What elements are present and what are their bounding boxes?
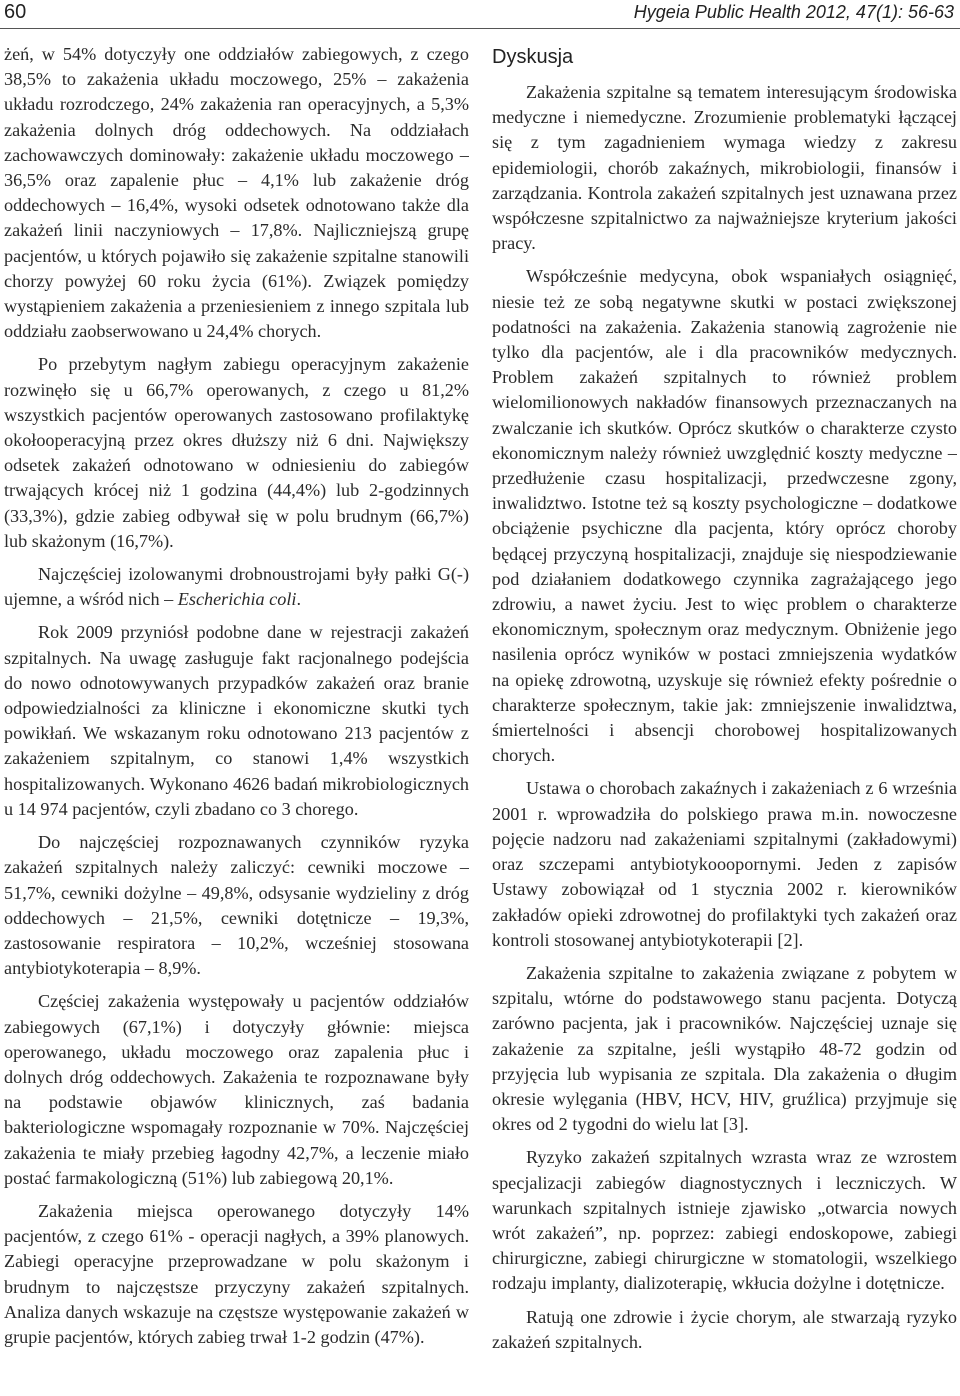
paragraph: Ratują one zdrowie i życie chorym, ale stwarzają ryzyko zakażeń szpitalnych. <box>492 1306 957 1352</box>
paragraph-end: . <box>296 589 301 610</box>
right-column <box>492 44 957 1394</box>
page-number: 60 <box>4 1 27 23</box>
paragraph: Ustawa o chorobach zakaźnych i zakażeniach z 6 września 2001 r. wprowadziła do polskiego prawa m.in. nowoczesne pojęcie nadzoru nad zakażeniami szpitalnymi (zakładowymi) oraz szczepami antybiotykooopornymi. Jeden z zapisów Ustawy zobowiązał od 1 stycznia 2002 r. kierowników zakładów opieki zdrowotnej do profilaktyki tych zakażeń oraz kontroli stosowanej antybiotykoterapii [2]. <box>492 778 957 950</box>
paragraph: Zakażenia szpitalne są tematem interesującym środowiska medyczne i niemedyczne. Zrozumienie problematyki łączącej się z tym zagadnieniem wymaga wiedzy z zakresu epidemiologii, chorób zakaźnych, mikrobiologii, finansów i zarządzania. Kontrola zakażeń szpitalnych jest uznawana przez współczesne szpitalnictwo za najważniejsze kryterium jakości pracy. <box>492 82 957 254</box>
species-name: Escherichia coli <box>177 589 297 610</box>
paragraph: żeń, w 54% dotyczyły one oddziałów zabiegowych, z czego 38,5% to zakażenia układu moczowego, 25% – zakażenia układu rozrodczego, 24% zakażenia ran operacyjnych, a 5,3% zakażenia dolnych dróg oddechowych. Na oddziałach zachowawczych dominowały: zakażenie układu moczowego – 36,5% oraz zapalenie płuc – 4,1% lub zakażenie dróg oddechowych – 16,4%, wysoki odsetek odnotowano także dla zakażeń linii naczyniowych – 17,8%. Najliczniejszą grupę pacjentów, u których pojawiło się zakażenie szpitalne stanowili chorzy powyżej 60 roku życia (61%). Związek pomiędzy wystąpieniem zakażenia a przeniesieniem z innego szpitala lub oddziału zaobserwowano u 24,4% chorych. <box>4 44 469 342</box>
paragraph: Do najczęściej rozpoznawanych czynników ryzyka zakażeń szpitalnych należy zaliczyć: cewniki moczowe – 51,7%, cewniki dożylne – 49,8%, odsysanie wydzieliny z dróg oddechowych – 21,5%, cewniki dotętnicze – 19,3%, zastosowanie respiratora – 10,2%, wcześniej stosowana antybiotykoterapia – 8,9%. <box>4 832 469 979</box>
left-column <box>4 42 469 1392</box>
paragraph: Współcześnie medycyna, obok wspaniałych osiągnięć, niesie też ze sobą negatywne skutki w postaci zwiększonej podatności na zakażenia. Zakażenia stanowią zagrożenie nie tylko dla pacjentów, ale i dla pracowników medycznych. Problem zakażeń szpitalnych to również problem wielomilionowych nakładów finansowych przeznaczanych na zwalczanie ich skutków. Oprócz skutków o charakterze czysto ekonomicznym należy również uwzględnić koszty medyczne – przedłużenie czasu hospitalizacji, przedwczesne zgony, inwalidztwo. Istotne też są koszty psychologiczne – dodatkowe obciążenie psychiczne dla pacjenta, który oprócz choroby będącej przyczyną hospitalizacji, znajduje się niespodziewanie pod działaniem dodatkowego czynnika zagrażającego jego zdrowiu, a nawet życiu. Jest to więc problem o charakterze ekonomicznym, społecznym oraz medycznym. Obniżenie jego nasilenia oprócz wyników w postaci zmniejszenia wydatków na opiekę zdrowotną, uzyskuje się również efekty pośrednie o charakterze społecznym, takie jak: zmniejszenie inwalidztwa, śmiertelności i absencji chorobowej hospitalizowanych chorych. <box>492 266 957 766</box>
paragraph: Zakażenia miejsca operowanego dotyczyły 14% pacjentów, z czego 61% - operacji nagłych, a 39% planowych. Zabiegi operacyjne przeprowadzane w polu skażonym i brudnym to najczęstsze przyczyny zakażeń szpitalnych. Analiza danych wskazuje na częstsze występowanie zakażeń w grupie pacjentów, których zabieg trwał 1-2 godzin (47%). <box>4 1200 469 1347</box>
paragraph: Rok 2009 przyniósł podobne dane w rejestracji zakażeń szpitalnych. Na uwagę zasługuje fakt racjonalnego podejścia do nowo odnotowywanych przypadków zakażeń oraz branie odpowiedzialności za kliniczne i ekonomiczne skutki tych powikłań. We wskazanym roku odnotowano 213 pacjentów z zakażeniem szpitalnym, co stanowi 1,4% wszystkich hospitalizowanych. Wykonano 4626 badań mikrobiologicznych u 14 974 pacjentów, czyli zbadano co 3 chorego. <box>4 622 469 819</box>
paragraph-species <box>4 562 469 612</box>
paragraph: Częściej zakażenia występowały u pacjentów oddziałów zabiegowych (67,1%) i dotyczyły głównie: miejsca operowanego, układu moczowego oraz zapalenia płuc i dolnych dróg oddechowych. Zakażenia te rozpoznawane były na podstawie objawów klinicznych, zaś badania bakteriologiczne wspomagały rozpoznanie w 70%. Najczęściej zakażenia te miały przebieg łagodny 42,7%, a leczenie miało postać farmakologiczną (51%) lub zabiegową 20,1%. <box>4 991 469 1188</box>
section-heading: Dyskusja <box>492 46 574 68</box>
paragraph-text: Najczęściej izolowanymi drobnoustrojami były pałki G(-) ujemne, a wśród nich – <box>4 564 469 610</box>
paragraph: Zakażenia szpitalne to zakażenia związane z pobytem w szpitalu, wtórne do podstawowego stanu pacjenta. Dotyczą zarówno pacjenta, jak i pracowników. Najczęściej uznaje się zakażenie za szpitalne, jeśli wystąpiło 48-72 godzin od przyjęcia lub wypisania ze szpitala. Dla zakażenia o długim okresie wylęgania (HBV, HCV, HIV, gruźlica) przyjmuje się okres od 2 tygodni do wielu lat [3]. <box>492 962 957 1135</box>
paragraph: Po przebytym nagłym zabiegu operacyjnym zakażenie rozwinęło się u 66,7% operowanych, z czego u 81,2% wszystkich pacjentów operowanych zastosowano profilaktykę okołooperacyjną przez okres dłuższy niż 6 dni. Największy odsetek zakażeń odnotowano w odniesieniu do zabiegów trwających krócej niż 1 godzina (44,4%) lub 2-godzinnych (33,3%), gdzie zabieg odbywał się w polu brudnym (66,7%) lub skażonym (16,7%). <box>4 354 469 551</box>
journal-citation: Hygeia Public Health 2012, 47(1): 56-63 <box>633 2 954 22</box>
paragraph: Ryzyko zakażeń szpitalnych wzrasta wraz ze wzrostem specjalizacji zabiegów diagnostycznych i leczniczych. W warunkach szpitalnych istnieje zjawisko „otwarcia nowych wrót zakażeń”, np. poprzez: zabiegi endoskopowe, zabiegi chirurgiczne, zabiegi chirurgiczne w stomatologii, wszelkiego rodzaju implanty, dializoterapię, wkłucia dożylne i dotętnicze. <box>492 1147 957 1294</box>
header-divider <box>0 28 960 29</box>
page-header <box>0 0 960 34</box>
